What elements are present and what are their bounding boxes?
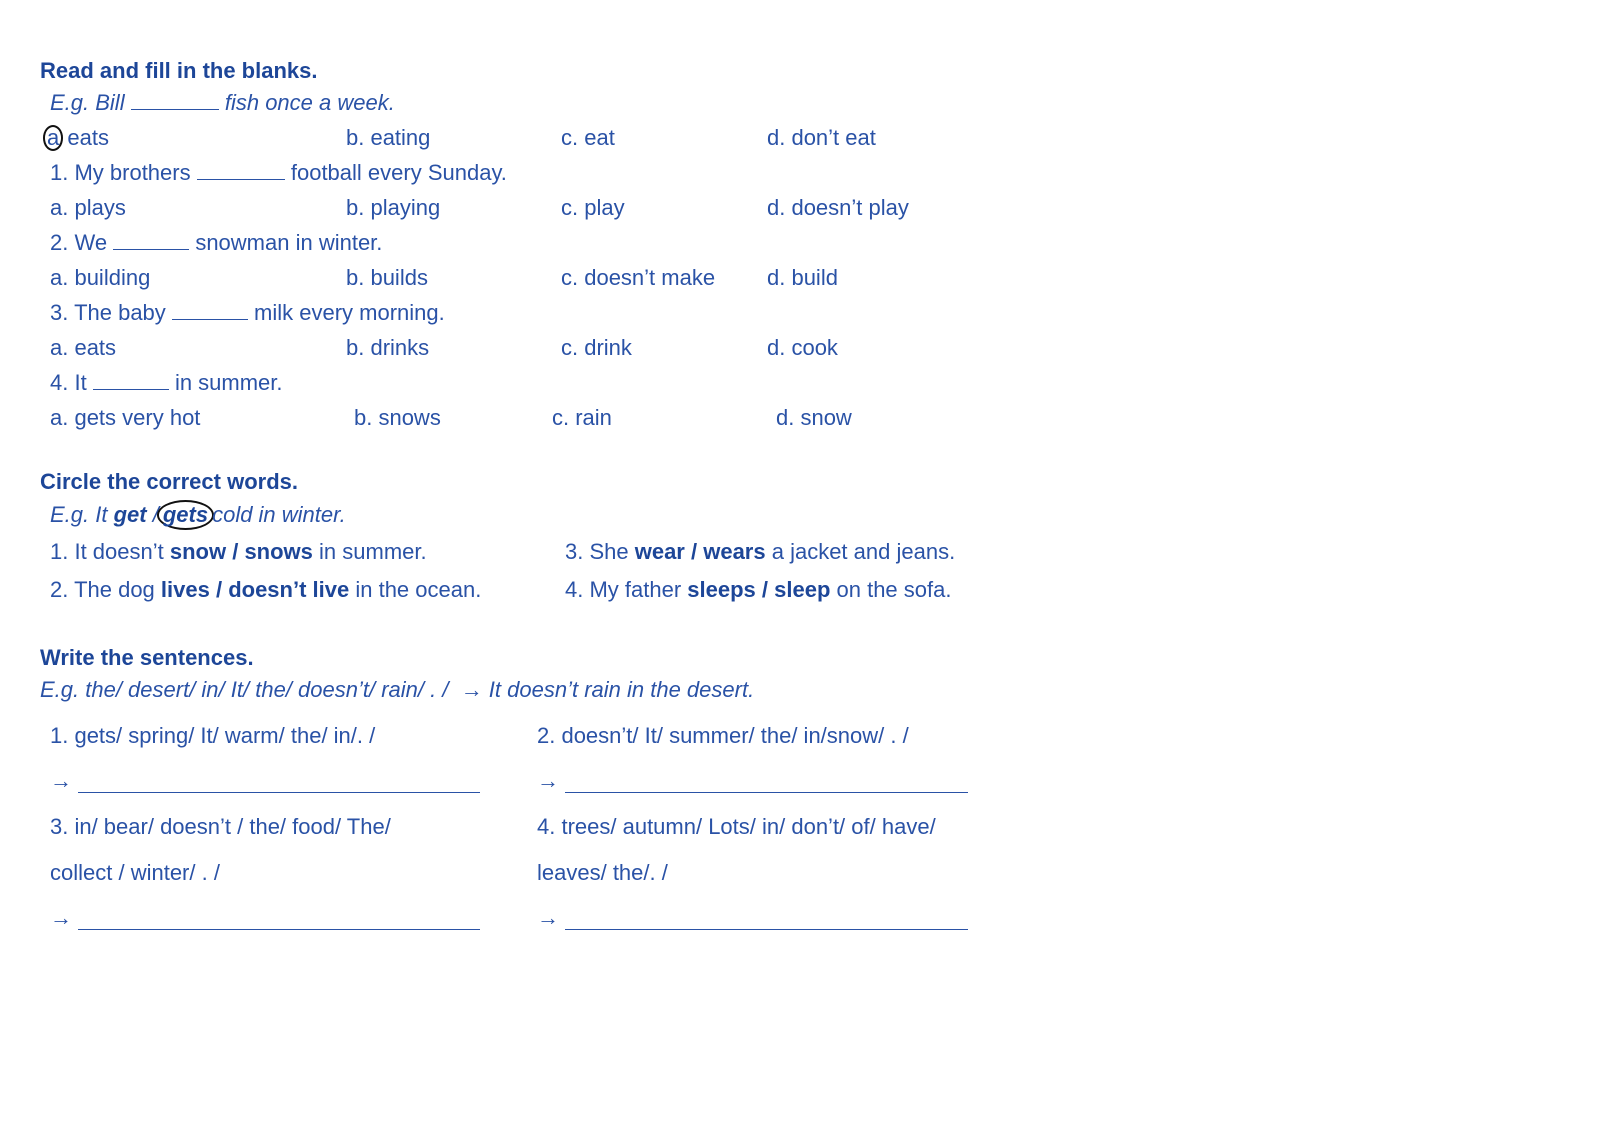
- q3-option-a: a. eats: [50, 335, 117, 360]
- blank: [131, 107, 219, 110]
- example-option-c: c. eat: [561, 125, 615, 150]
- question-3: [50, 302, 445, 324]
- q2-option-d: d. build: [767, 265, 838, 290]
- section1-title: Read and fill in the blanks.: [40, 58, 318, 83]
- question-post: football every Sunday.: [290, 160, 507, 185]
- question-post: snowman in winter.: [195, 230, 383, 255]
- q2-option-b: b. builds: [346, 265, 428, 290]
- q4-option-b: b. snows: [354, 405, 441, 430]
- q1-option-b: b. playing: [346, 195, 441, 220]
- blank: [197, 177, 285, 180]
- item-post: in the ocean.: [349, 577, 482, 602]
- option-text: eats: [61, 125, 109, 150]
- separator: /: [226, 539, 245, 564]
- example-answer: It doesn’t rain in the desert.: [482, 677, 755, 702]
- arrow-icon: →: [50, 905, 72, 930]
- option-2[interactable]: sleep: [774, 577, 831, 602]
- example-post: cold in winter.: [212, 502, 346, 527]
- q4-option-a: a. gets very hot: [50, 405, 201, 430]
- arrow-icon: →: [460, 677, 483, 702]
- example-option-d: d. don’t eat: [767, 125, 876, 150]
- example-option-a: [45, 127, 109, 149]
- arrow-icon: →: [537, 768, 559, 793]
- question-2: [50, 232, 382, 254]
- item-post: on the sofa.: [830, 577, 952, 602]
- question-pre: 3. The baby: [50, 300, 166, 325]
- section3-title: Write the sentences.: [40, 645, 254, 670]
- write-item-1: 1. gets/ spring/ It/ warm/ the/ in/. /: [50, 723, 376, 748]
- circle-item-3: [565, 541, 955, 563]
- option-2: gets: [162, 502, 209, 527]
- write-item-4-line2: leaves/ the/. /: [537, 860, 668, 885]
- item-pre: 4. My father: [565, 577, 688, 602]
- write-item-4-line1: 4. trees/ autumn/ Lots/ in/ don’t/ of/ have/: [537, 814, 936, 839]
- item-post: a jacket and jeans.: [765, 539, 956, 564]
- q1-option-a: a. plays: [50, 195, 126, 220]
- item-post: in summer.: [312, 539, 427, 564]
- blank: [93, 387, 169, 390]
- circle-example: [50, 504, 346, 526]
- section2-title: Circle the correct words.: [40, 469, 298, 494]
- item-pre: 2. The dog: [50, 577, 161, 602]
- circle-item-4: [565, 579, 951, 601]
- q3-option-b: b. drinks: [346, 335, 430, 360]
- option-1[interactable]: sleeps: [687, 577, 756, 602]
- q3-option-c: c. drink: [561, 335, 632, 360]
- q2-option-c: c. doesn’t make: [561, 265, 716, 290]
- question-pre: 2. We: [50, 230, 108, 255]
- example-prompt: E.g. the/ desert/ in/ It/ the/ doesn’t/ rain/ . /: [40, 677, 449, 702]
- answer-line-4[interactable]: [565, 929, 968, 930]
- write-item-3-line2: collect / winter/ . /: [50, 860, 220, 885]
- option-1[interactable]: wear: [634, 539, 685, 564]
- q4-option-d: d. snow: [776, 405, 852, 430]
- example-pre: E.g. It: [50, 502, 114, 527]
- arrow-icon: →: [50, 768, 72, 793]
- example-pre: E.g. Bill: [50, 90, 125, 115]
- question-post: in summer.: [174, 370, 283, 395]
- q2-option-a: a. building: [50, 265, 151, 290]
- answer-line-3[interactable]: [78, 929, 480, 930]
- question-pre: 4. It: [50, 370, 87, 395]
- example-option-b: b. eating: [346, 125, 431, 150]
- write-item-2: 2. doesn’t/ It/ summer/ the/ in/snow/ . /: [537, 723, 909, 748]
- question-pre: 1. My brothers: [50, 160, 191, 185]
- example-sentence: [50, 92, 395, 114]
- option-2[interactable]: wears: [703, 539, 766, 564]
- q1-option-d: d. doesn’t play: [767, 195, 909, 220]
- q3-option-d: d. cook: [767, 335, 838, 360]
- question-1: [50, 162, 507, 184]
- answer-line-1[interactable]: [78, 792, 480, 793]
- option-letter: a: [47, 125, 60, 150]
- q4-option-c: c. rain: [552, 405, 612, 430]
- circle-item-1: [50, 541, 427, 563]
- option-1: get: [113, 502, 147, 527]
- option-2[interactable]: snows: [244, 539, 313, 564]
- separator: /: [684, 539, 704, 564]
- q1-option-c: c. play: [561, 195, 625, 220]
- option-1[interactable]: snow: [169, 539, 227, 564]
- blank: [113, 247, 189, 250]
- example-post: fish once a week.: [224, 90, 395, 115]
- write-item-3-line1: 3. in/ bear/ doesn’t / the/ food/ The/: [50, 814, 391, 839]
- separator: /: [755, 577, 775, 602]
- option-1[interactable]: lives: [160, 577, 210, 602]
- separator: /: [209, 577, 229, 602]
- item-pre: 3. She: [565, 539, 635, 564]
- question-4: [50, 372, 283, 394]
- write-example: [40, 679, 754, 701]
- question-post: milk every morning.: [254, 300, 445, 325]
- separator: /: [146, 502, 159, 527]
- circle-item-2: [50, 579, 481, 601]
- item-pre: 1. It doesn’t: [50, 539, 170, 564]
- blank: [172, 317, 248, 320]
- arrow-icon: →: [537, 905, 559, 930]
- answer-line-2[interactable]: [565, 792, 968, 793]
- answer-circle: [157, 500, 214, 530]
- option-2[interactable]: doesn’t live: [228, 577, 350, 602]
